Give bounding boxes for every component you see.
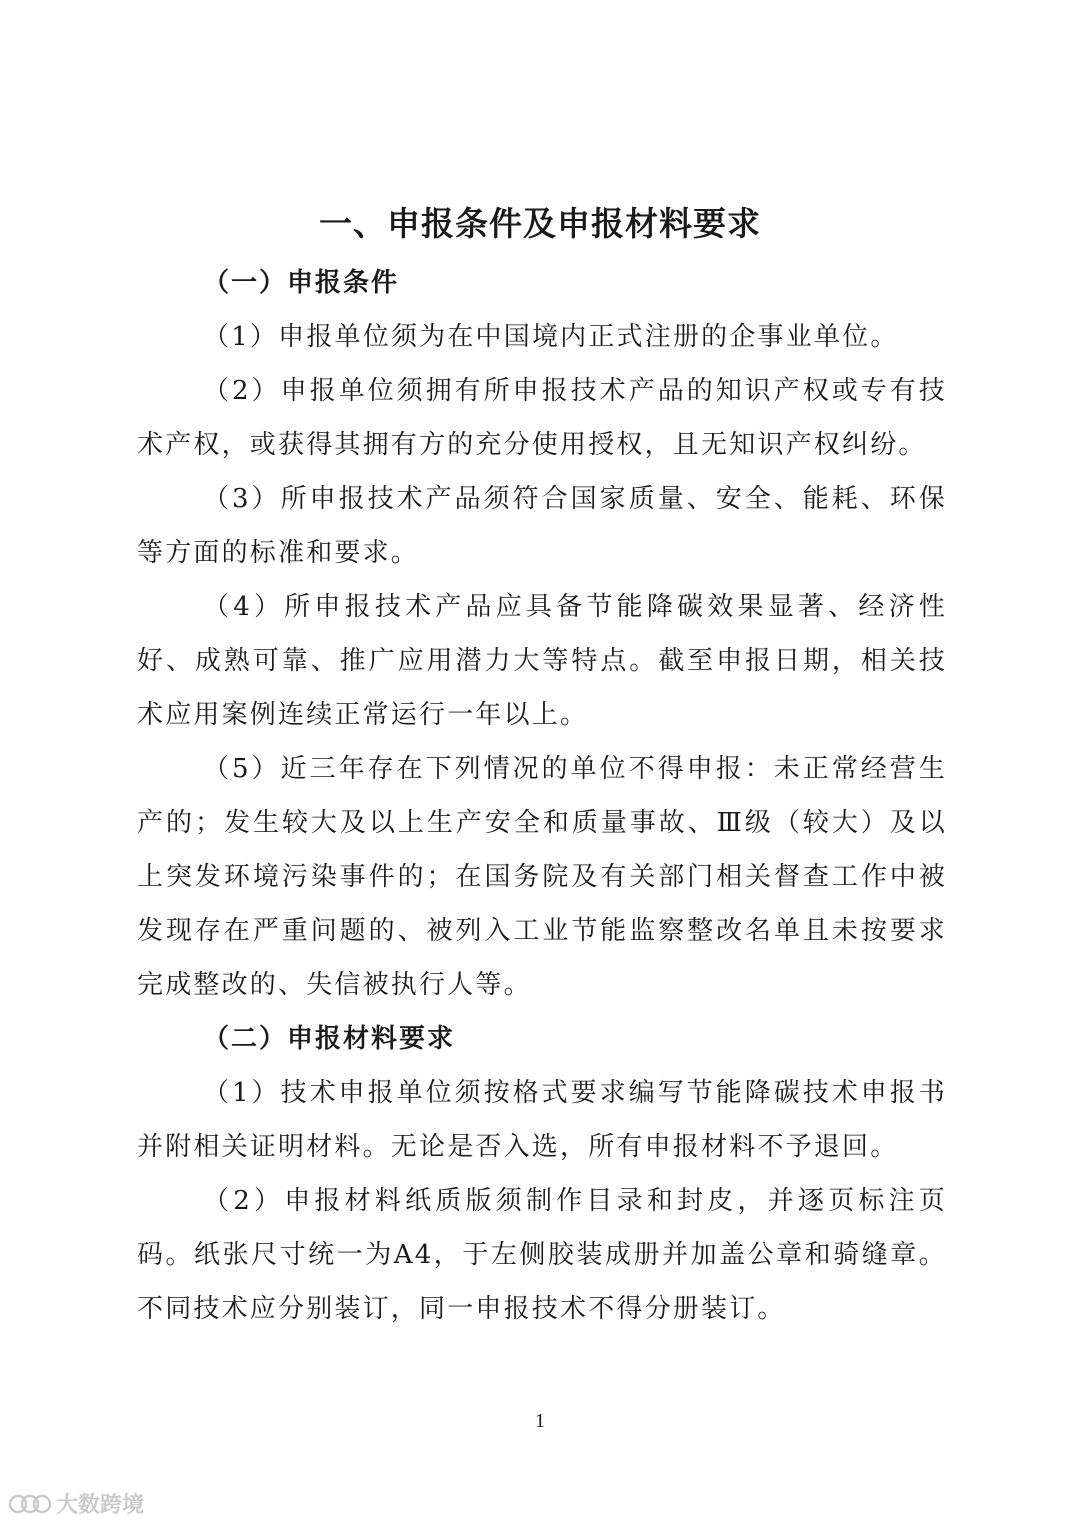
section-heading-conditions: （一）申报条件 xyxy=(203,268,400,298)
paragraph-condition-3: （3）所申报技术产品须符合国家质量、安全、能耗、环保等方面的标准和要求。 xyxy=(137,484,947,568)
paragraph-condition-1: （1）申报单位须为在中国境内正式注册的企事业单位。 xyxy=(203,322,899,352)
watermark xyxy=(8,1488,144,1519)
paragraph-condition-2: （2）申报单位须拥有所申报技术产品的知识产权或专有技术产权，或获得其拥有方的充分使用授权，且无知识产权纠纷。 xyxy=(137,376,947,460)
page-title: 一、申报条件及申报材料要求 xyxy=(319,204,761,243)
brand-logo-icon xyxy=(8,1491,52,1517)
watermark-text: 大数跨境 xyxy=(56,1493,145,1518)
section-heading-materials: （二）申报材料要求 xyxy=(203,1024,456,1054)
paragraph-condition-4: （4）所申报技术产品应具备节能降碳效果显著、经济性好、成熟可靠、推广应用潜力大等特点。截至申报日期，相关技术应用案例连续正常运行一年以上。 xyxy=(137,592,947,730)
paragraph-condition-5: （5）近三年存在下列情况的单位不得申报：未正常经营生产的；发生较大及以上生产安全和质量事故、Ⅲ级（较大）及以上突发环境污染事件的；在国务院及有关部门相关督查工作中被发现存在严重问题的、被列入工业节能监察整改名单且未按要求完成整改的、失信被执行人等。 xyxy=(137,754,947,1000)
page-number: 1 xyxy=(535,1410,545,1432)
paragraph-material-1: （1）技术申报单位须按格式要求编写节能降碳技术申报书并附相关证明材料。无论是否入选，所有申报材料不予退回。 xyxy=(137,1078,947,1162)
paragraph-material-2: （2）申报材料纸质版须制作目录和封皮，并逐页标注页码。纸张尺寸统一为A4，于左侧胶装成册并加盖公章和骑缝章。不同技术应分别装订，同一申报技术不得分册装订。 xyxy=(137,1186,947,1324)
document-body xyxy=(137,256,947,1336)
